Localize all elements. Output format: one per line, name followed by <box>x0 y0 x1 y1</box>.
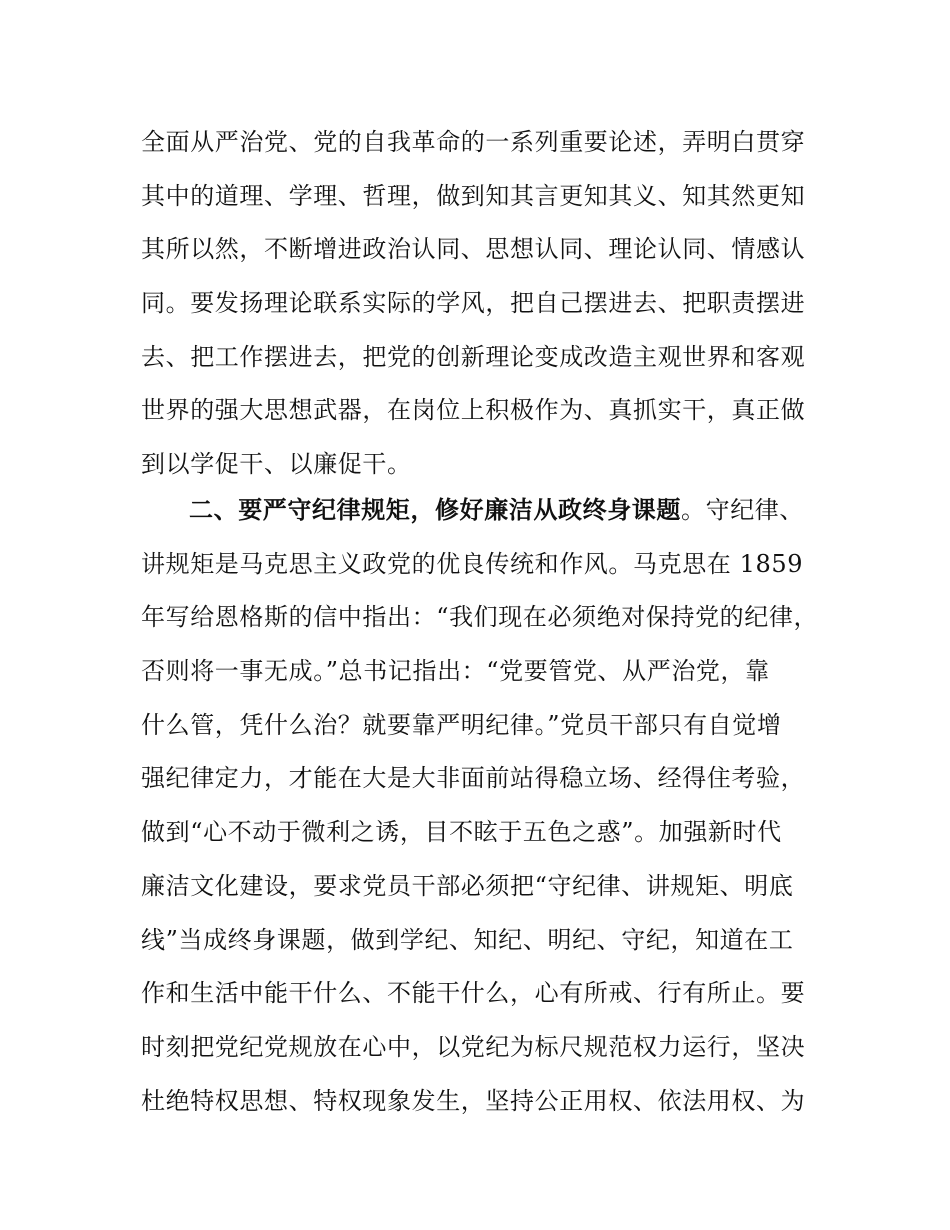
paragraph-line: 否则将一事无成。”总书记指出：“党要管党、从严治党，靠 <box>141 657 770 686</box>
paragraph-line: 线”当成终身课题，做到学纪、知纪、明纪、守纪，知道在工 <box>141 925 794 954</box>
paragraph-line: 廉洁文化建设，要求党员干部必须把“守纪律、讲规矩、明底 <box>141 871 794 900</box>
section-heading-tail: 。守纪律、 <box>681 496 804 524</box>
paragraph-line: 做到“心不动于微利之诱，目不眩于五色之惑”。加强新时代 <box>141 818 782 847</box>
paragraph-line: 去、把工作摆进去，把党的创新理论变成改造主观世界和客观 <box>141 342 806 371</box>
paragraph-continuation <box>141 116 821 492</box>
section-heading: 二、要严守纪律规矩，修好廉洁从政终身课题 <box>189 496 681 524</box>
section-heading-line <box>141 484 821 538</box>
paragraph-line: 讲规矩是马克思主义政党的优良传统和作风。马克思在 1859 <box>141 549 804 578</box>
paragraph-line: 同。要发扬理论联系实际的学风，把自己摆进去、把职责摆进 <box>141 289 806 318</box>
paragraph-line: 什么管，凭什么治？就要靠严明纪律。”党员干部只有自觉增 <box>141 710 782 739</box>
paragraph-line: 作和生活中能干什么、不能干什么，心有所戒、行有所止。要 <box>141 979 806 1008</box>
paragraph-line: 其中的道理、学理、哲理，做到知其言更知其义、知其然更知 <box>141 181 806 210</box>
paragraph-line: 其所以然，不断增进政治认同、思想认同、理论认同、情感认 <box>141 235 806 264</box>
paragraph-line: 到以学促干、以廉促干。 <box>141 450 412 479</box>
paragraph-line: 杜绝特权思想、特权现象发生，坚持公正用权、依法用权、为 <box>141 1086 806 1115</box>
paragraph-line: 世界的强大思想武器，在岗位上积极作为、真抓实干，真正做 <box>141 396 806 425</box>
paragraph-line: 强纪律定力，才能在大是大非面前站得稳立场、经得住考验， <box>141 764 806 793</box>
paragraph-line: 时刻把党纪党规放在心中，以党纪为标尺规范权力运行，坚决 <box>141 1032 806 1061</box>
paragraph-section-two <box>141 484 821 1128</box>
paragraph-line: 全面从严治党、党的自我革命的一系列重要论述，弄明白贯穿 <box>141 128 806 156</box>
paragraph-line: 年写给恩格斯的信中指出：“我们现在必须绝对保持党的纪律， <box>141 603 819 632</box>
